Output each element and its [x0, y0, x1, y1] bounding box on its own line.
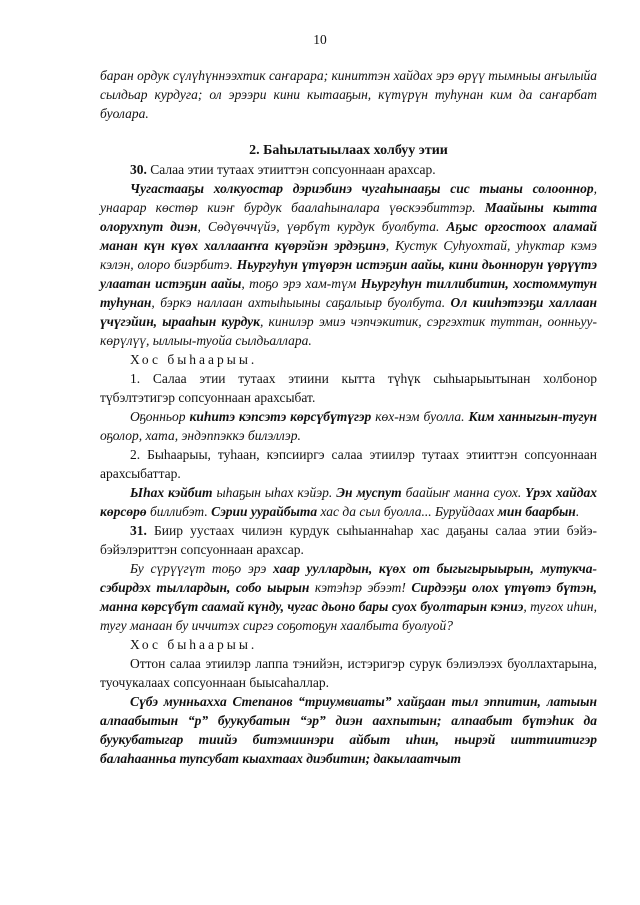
- text-run: Сүбэ мунньахха Степанов “триумвиаты” хайҕаан тыл эппитин, латыын алпаабытын “р” буукубатын “эр” диэн аахпытын; алпаабыт бүтэһик да буукубатыгар тиийэ битэмиинэри айбыт иһин, ньирэй ииттиитигэр балаһаанньа тупсубат кыахтаах диэбитин; дакылаатчыт: [100, 694, 597, 766]
- document-body: [100, 66, 597, 768]
- note-2: 2. Быһаарыы, туһаан, кэпсииргэ салаа этиилэр тутаах этииттэн сопсуоннаан арахсыбаттар.: [100, 447, 597, 481]
- note-1-examples: [100, 407, 597, 445]
- text-run: Аҕыс оргостоох аламай манан күн күөх халлааҥҥа күөрэйэн эрдэҕинэ: [100, 219, 597, 253]
- text-run: Бу сүрүүгүт тоҕо эрэ: [130, 561, 274, 576]
- text-run: Ким ханныгын-тугун: [468, 409, 597, 424]
- text-run: баран ордук сүлүһүннээхтик саҥарара; киниттэн хайдах эрэ өрүү тымныы аҥылыйа сылдьар курдуга; ол эрээри кини кытааҕын, күтүрүн туһунан ким да саҥарбат буолара.: [100, 68, 597, 121]
- text-run: Сирдээҕи олох үтүөтэ бүтэн, манна көрсүбүт саамай күнду, чугас дьоно бары суох буолтарын кэниэ: [100, 580, 597, 614]
- text-run: , тоҕо эрэ хам-түм: [241, 276, 361, 291]
- note-1: 1. Салаа этии тутаах этиини кытта түһүк сыһыарыытынан холбонор түбэлтэтигэр сопсуоннаан арахсыбат.: [100, 371, 597, 405]
- text-run: , Кустук Суһуохтай, уһуктар кэмэ кэлэн, олоро биэрбитэ.: [100, 238, 598, 272]
- text-run: Оҕонньор: [130, 409, 190, 424]
- text-run: Маайыны кытта олорухпут диэн: [100, 200, 597, 234]
- text-run: биллибэт.: [146, 504, 212, 519]
- text-run: киһитэ кэпсэтэ көрсүбүтүгэр: [189, 409, 372, 424]
- text-run: кэтэһэр эбээт!: [309, 580, 412, 595]
- intro-paragraph: [100, 66, 597, 123]
- text-run: мин баарбын: [497, 504, 576, 519]
- text-run: Биир уустаах чилиэн курдук сыһыаннаһар хас даҕаны салаа этии бэйэ-бэйэлэриттэн сопсуоннаан арахсар.: [100, 523, 597, 557]
- text-run: 30.: [130, 162, 147, 177]
- text-run: Чугастааҕы холкуостар дэриэбинэ чугаһынааҕы сис тыаны солооннор: [130, 181, 594, 196]
- note-2-examples: [100, 483, 597, 521]
- note-3: Оттон салаа этиилэр лаппа тэнийэн, истэригэр сурук бэлиэлээх буоллахтарына, туочукалаах сопсуоннаан быысаһаллар.: [100, 656, 597, 690]
- text-run: , бэркэ наллаан ахтыһыыны саҕалыыр буолбута.: [151, 295, 451, 310]
- text-run: , кинилэр эмиэ чэпчэкитик, сэргэхтик туттан, оонньуу-көрүлүү, ыллыы-туойа сылдьаллара.: [100, 314, 597, 348]
- text-run: , тугох иһин, тугу манаан бу иччитэх сиргэ соҕотоҕун хаалбыта буолуой?: [100, 599, 597, 633]
- rule-30-examples: [100, 179, 597, 350]
- notes-label-2: Хос быһаарыы.: [130, 637, 258, 652]
- text-run: Ньургуһун үтүөрэн истэҕин аайы, кини дьоннорун үөрүүтэ улаатан истэҕин аайы: [100, 257, 597, 291]
- rule-31-paragraph: [100, 521, 597, 559]
- text-run: 31.: [130, 523, 147, 538]
- text-run: Сэрии уурайбыта: [211, 504, 318, 519]
- text-run: ыһаҕын ыһах кэйэр.: [212, 485, 337, 500]
- text-run: Ыһах кэйбит: [130, 485, 213, 500]
- text-run: , унаарар көстөр киэҥ бурдук баалаһыналара үөскээбиттэр.: [100, 181, 597, 215]
- text-run: .: [575, 504, 580, 519]
- page-number: 10: [313, 32, 327, 47]
- text-run: Ол кииһэтээҕи халлаан үчүгэйин, ырааһын курдук: [100, 295, 597, 329]
- rule-30-paragraph: [100, 160, 597, 179]
- text-run: баайыҥ манна суох.: [401, 485, 526, 500]
- final-examples: [100, 692, 597, 768]
- text-run: хас да сыл буолла... Буруйдаах: [317, 504, 498, 519]
- text-run: Үрэх хайдах көрсөрө: [100, 485, 597, 519]
- text-run: Эн муспут: [336, 485, 402, 500]
- text-run: Ньургуһун тиллибитин, хостоммутун туһунан: [100, 276, 598, 310]
- text-run: хаар ууллардын, күөх от быгыгырыырын, мутукча-сэбирдэх тыллардын, собо ыырын: [100, 561, 597, 595]
- rule-31-examples: [100, 559, 597, 635]
- text-run: , Сөдүөччүйэ, үөрбүт курдук буолбута.: [197, 219, 447, 234]
- text-run: көх-нэм буолла.: [371, 409, 469, 424]
- section-heading: 2. Баһылатыылаах холбуу этии: [249, 143, 448, 158]
- text-run: Салаа этии тутаах этииттэн сопсуоннаан арахсар.: [146, 162, 436, 177]
- notes-label-1: Хос быһаарыы.: [130, 352, 258, 367]
- text-run: оҕолор, хата, эндэппэккэ билэллэр.: [100, 428, 301, 443]
